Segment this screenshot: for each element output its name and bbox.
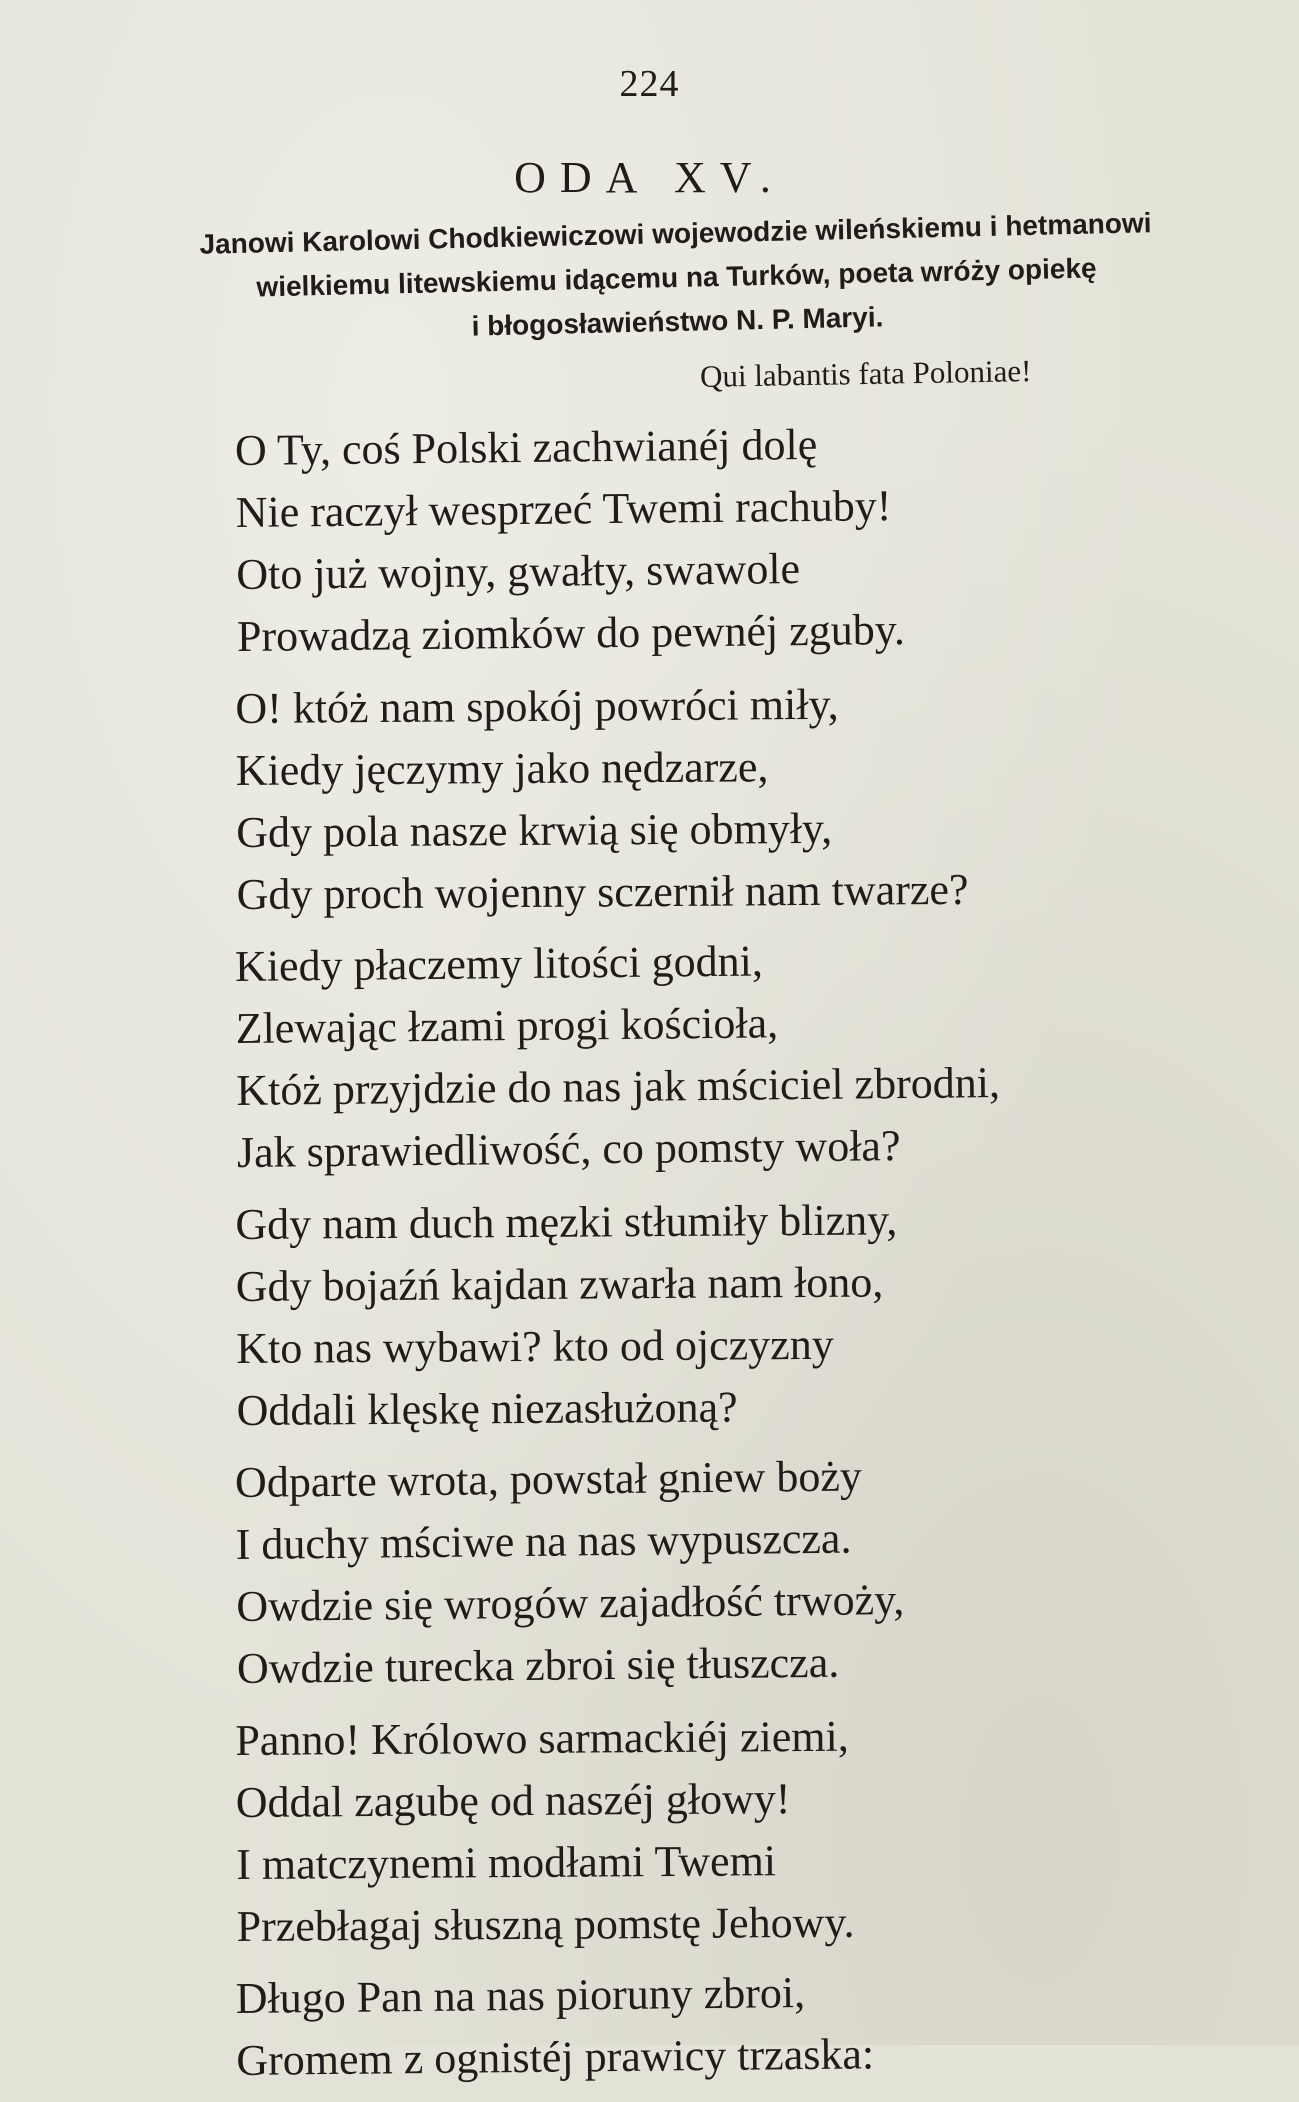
verse-line: Oto już wojny, gwałty, swawole <box>236 544 801 599</box>
verse-line: Owdzie się wrogów zajadłość trwoży, <box>236 1575 905 1631</box>
dedication-line: wielkiemu litewskiemu idącemu na Turków, poeta wróży opiekę <box>256 252 1097 303</box>
stanza <box>235 926 1238 1184</box>
verse-line: Panno! Królowo sarmackiéj ziemi, <box>235 1711 849 1766</box>
verse-line: Jak sprawiedliwość, co pomsty woła? <box>236 1121 901 1177</box>
ode-title: ODA XV. <box>514 153 785 202</box>
verse-line: Oddal zagubę od naszéj głowy! <box>235 1774 791 1828</box>
verse-line: Gromem z ognistéj prawicy trzaska: <box>236 2029 875 2085</box>
epigraph: Qui labantis fata Poloniae! <box>699 353 1032 394</box>
verse-line: Oddali klęskę niezasłużoną? <box>236 1382 738 1435</box>
verse-line: Odparte wrota, powstał gniew boży <box>234 1451 863 1508</box>
stanza <box>235 1187 1237 1442</box>
stanza <box>235 1958 1236 2092</box>
verse-line: I duchy mściwe na nas wypuszcza. <box>235 1513 852 1570</box>
verse-line: Któż przyjdzie do nas jak mściciel zbrodni, <box>236 1058 1001 1115</box>
dedication-line: Janowi Karolowi Chodkiewiczowi wojewodzie wileńskiemu i hetmanowi <box>199 207 1152 260</box>
verse-line: Długo Pan na nas pioruny zbroi, <box>235 1968 806 2024</box>
verse-line: Kto nas wybawi? kto od ojczyzny <box>236 1319 834 1373</box>
stanza <box>235 410 1238 668</box>
verse-line: Gdy pola nasze krwią się obmyły, <box>236 803 833 857</box>
verse-line: Nie raczył wesprzeć Twemi rachuby! <box>235 481 892 538</box>
verse-line: Przebłagaj słuszną pomstę Jehowy. <box>236 1897 855 1951</box>
stanza <box>235 1703 1237 1958</box>
dedication <box>110 199 1243 357</box>
page-number: 224 <box>619 63 680 105</box>
stanza <box>235 671 1237 926</box>
poem-body <box>236 420 1236 2102</box>
verse-line: Gdy proch wojenny sczernił nam twarze? <box>236 864 969 919</box>
dedication-line: i błogosławieństwo N. P. Maryi. <box>471 301 884 342</box>
verse-line: O! któż nam spokój powróci miły, <box>235 679 839 734</box>
verse-line: Zlewając łzami progi kościoła, <box>235 998 779 1054</box>
verse-line: Gdy nam duch męzki stłumiły blizny, <box>235 1195 898 1250</box>
verse-line: Kiedy płaczemy litości godni, <box>234 936 764 992</box>
verse-line: Owdzie turecka zbroi się tłuszcza. <box>236 1637 840 1693</box>
verse-line: Kiedy jęczymy jako nędzarze, <box>235 742 769 796</box>
stanza <box>235 1442 1238 1700</box>
verse-line: Prowadzą ziomków do pewnéj zguby. <box>236 605 906 661</box>
verse-line: I matczynemi modłami Twemi <box>236 1836 777 1889</box>
verse-line: Gdy bojaźń kajdan zwarła nam łono, <box>235 1257 884 1312</box>
verse-line: O Ty, coś Polski zachwianéj dolę <box>234 419 818 476</box>
